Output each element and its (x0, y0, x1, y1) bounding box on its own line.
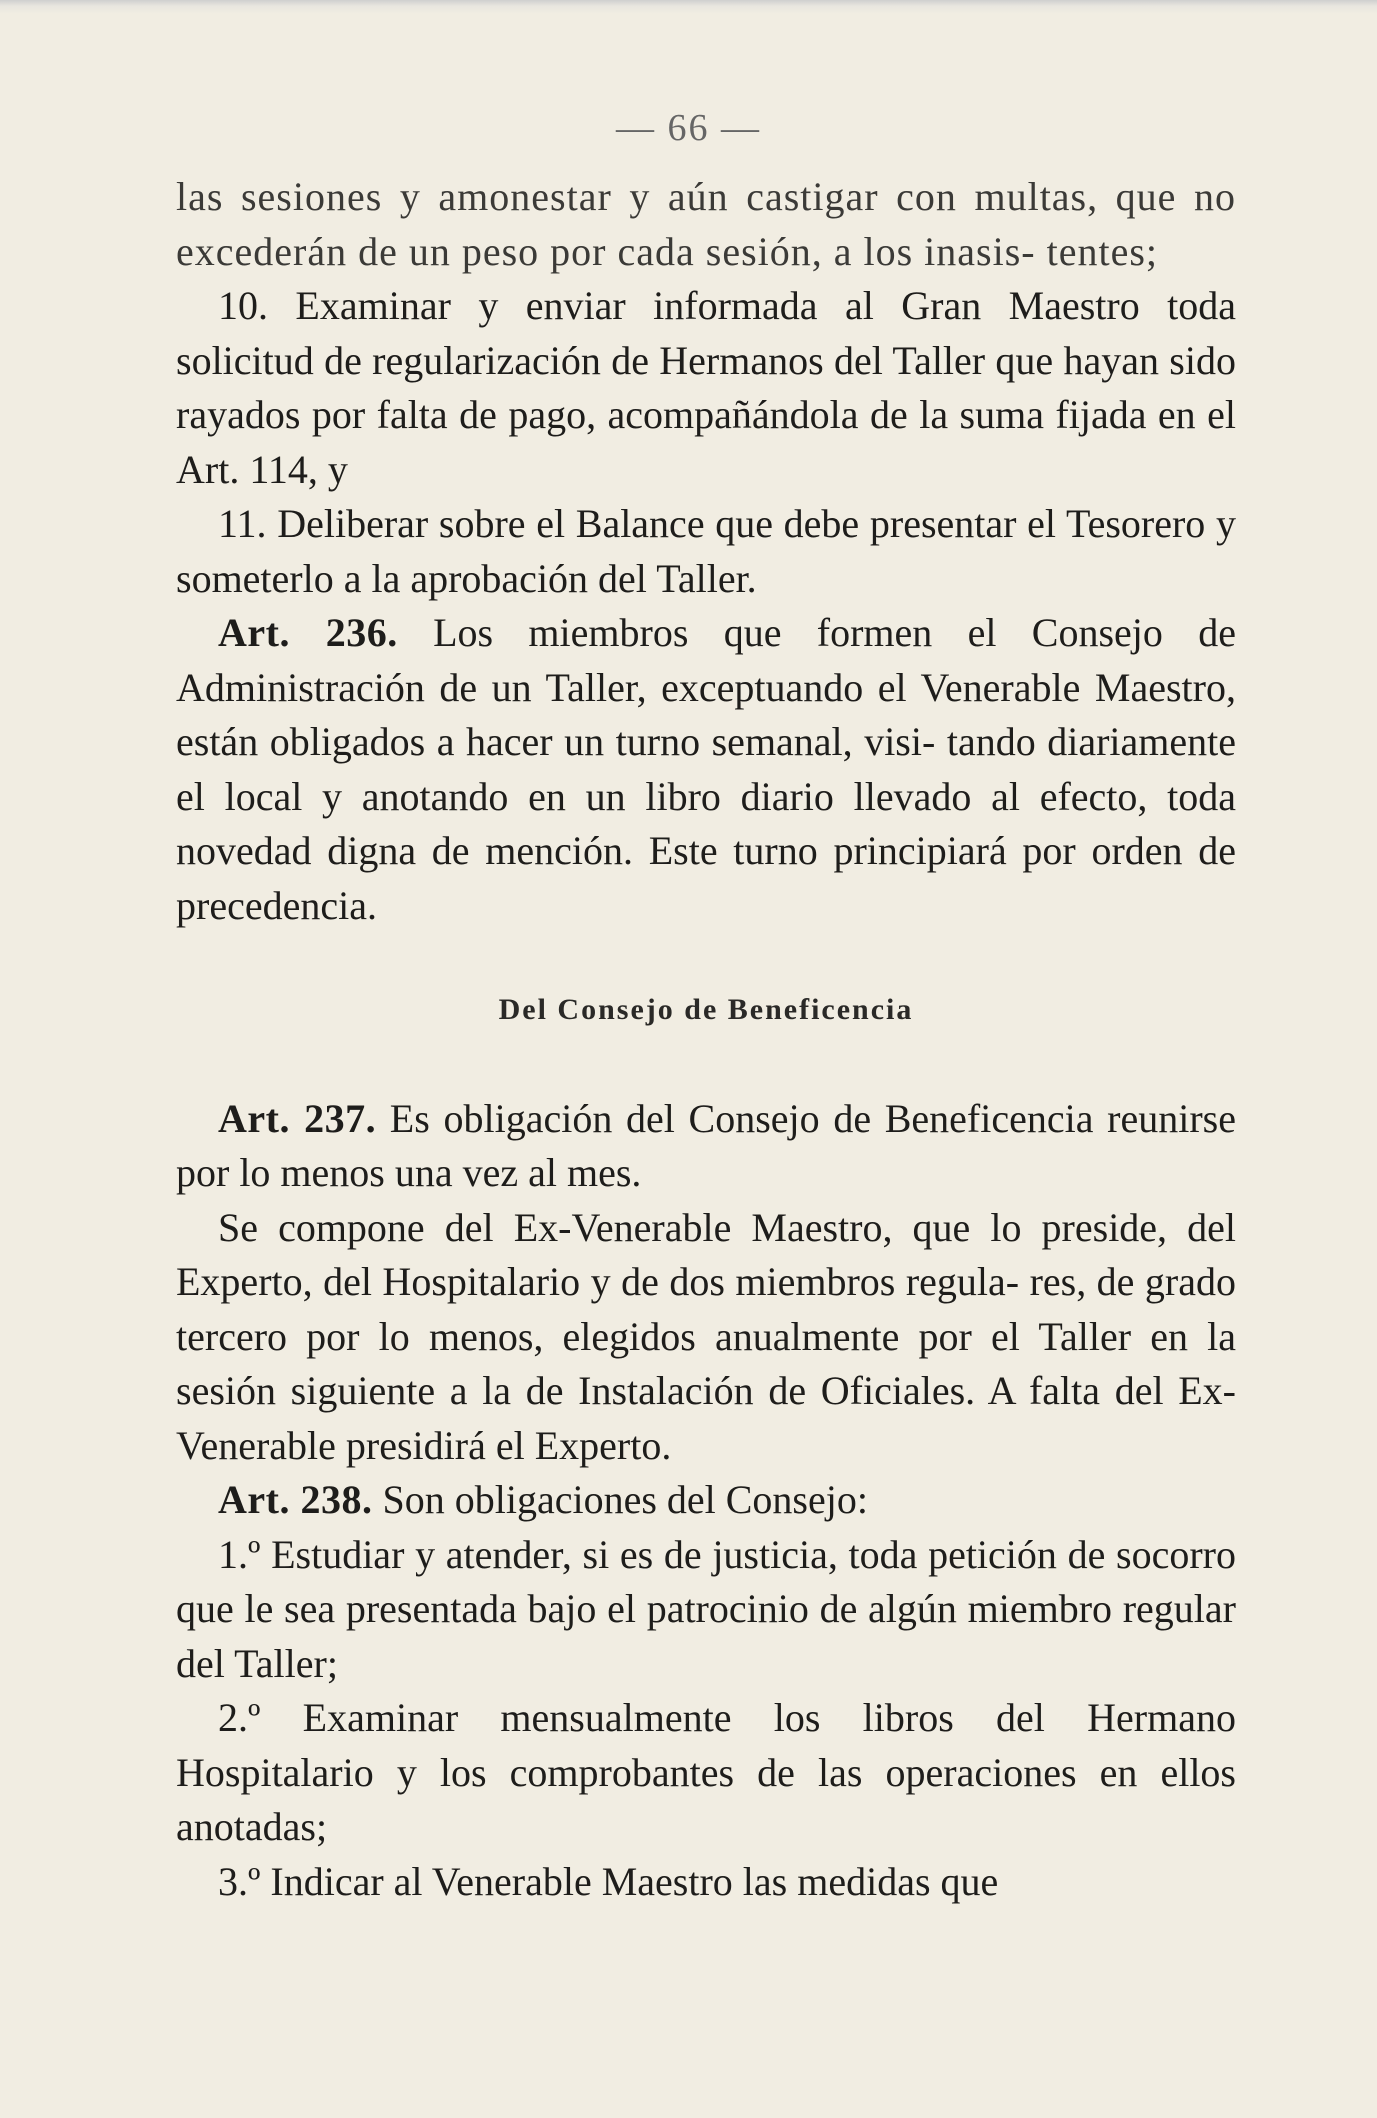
article-237 (176, 1092, 1236, 1201)
list-item-1: 1.º Estudiar y atender, si es de justicia, toda petición de socorro que le sea presentada bajo el patrocinio de algún miembro regular del Taller; (176, 1531, 1236, 1686)
article-236 (176, 606, 1236, 933)
article-237-label: Art. 237. (218, 1095, 377, 1141)
paragraph-item-10: 10. Examinar y enviar informada al Gran Maestro toda solicitud de regularización de Hermanos del Taller que hayan sido rayados por falta de pago, acompañándola de la suma fijada en el Art. 114, y (176, 283, 1236, 492)
article-238-label: Art. 238. (218, 1477, 373, 1522)
article-237-text: Es obligación del Consejo de Beneficencia reunirse por lo menos una vez al mes. (176, 1095, 1236, 1195)
paragraph-item-11: 11. Deliberar sobre el Balance que debe presentar el Tesorero y someterlo a la aprobación del Taller. (176, 501, 1236, 601)
section-heading: Del Consejo de Beneficencia (498, 993, 914, 1026)
article-238 (176, 1473, 1236, 1528)
article-236-label: Art. 236. (218, 610, 398, 655)
paragraph-continuation: las sesiones y amonestar y aún castigar con multas, que no excederán de un peso por cada sesión, a los inasis- tentes; (176, 174, 1236, 274)
body-text (176, 170, 1236, 1909)
page-number: — 66 — (616, 107, 761, 149)
article-238-text: Son obligaciones del Consejo: (372, 1477, 868, 1522)
paragraph-compone: Se compone del Ex-Venerable Maestro, que lo preside, del Experto, del Hospitalario y de dos miembros regula- res, de grado tercero por lo menos, elegidos anualmente por el Taller en la sesión siguiente a la de Instalación de Oficiales. A falta del Ex-Venerable presidirá el Experto. (176, 1204, 1236, 1468)
list-item-3: 3.º Indicar al Venerable Maestro las medidas que (218, 1858, 999, 1904)
list-item-2: 2.º Examinar mensualmente los libros del Hermano Hospitalario y los comprobantes de las operaciones en ellos anotadas; (176, 1695, 1236, 1849)
article-236-text: Los miembros que formen el Consejo de Administración de un Taller, exceptuando el Venerable Maestro, están obligados a hacer un turno semanal, visi- tando diariamente el local y anotando en un libro diario llevado al efecto, toda novedad digna de mención. Este turno principiará por orden de precedencia. (176, 610, 1236, 928)
